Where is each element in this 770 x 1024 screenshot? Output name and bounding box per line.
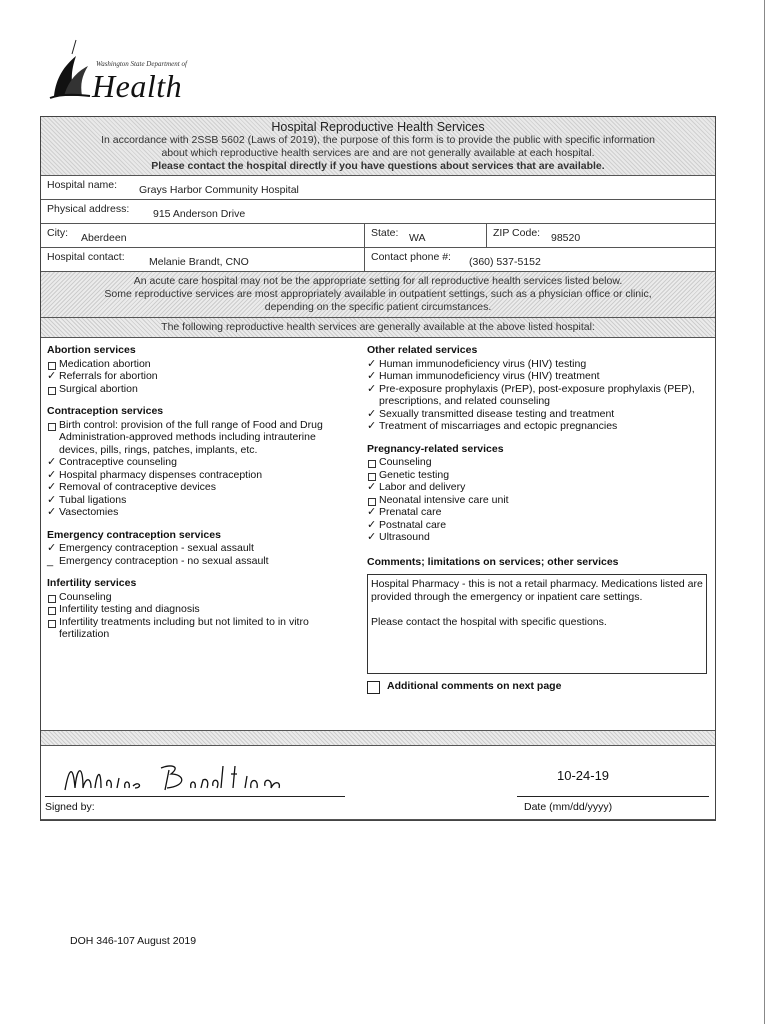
checkmark-icon[interactable]: ✓ — [47, 506, 57, 518]
city-label: City: — [47, 227, 68, 239]
checkmark-icon[interactable]: ✓ — [47, 542, 57, 554]
service-item — [47, 456, 357, 469]
abortion-services-heading: Abortion services — [47, 344, 136, 356]
service-item — [47, 419, 357, 457]
service-item — [47, 603, 357, 616]
header-line-3: Please contact the hospital directly if you have questions about services that are available. — [151, 160, 605, 172]
service-item-label: Tubal ligations — [59, 493, 127, 506]
service-item — [367, 383, 711, 408]
phone-cell — [364, 248, 715, 271]
hospital-name-label: Hospital name: — [47, 179, 118, 191]
service-item — [47, 555, 357, 568]
checkmark-icon[interactable]: ✓ — [367, 420, 377, 432]
contact-value: Melanie Brandt, CNO — [149, 256, 249, 268]
comments-box — [367, 574, 707, 674]
date-line — [517, 796, 709, 797]
service-item-label: Referrals for abortion — [59, 370, 158, 382]
state-value: WA — [409, 232, 426, 244]
checkmark-icon[interactable]: ✓ — [367, 382, 377, 395]
service-item — [47, 481, 357, 494]
service-item — [367, 456, 711, 469]
address-row — [41, 200, 715, 224]
checkmark-icon[interactable]: ✓ — [367, 357, 377, 370]
service-item-label: Birth control: provision of the full range of Food and Drug Administration-approved methods including intrauterine devices, pills, rings, patches, implants, etc. — [59, 418, 323, 456]
header-line-2: about which reproductive health services are and are not generally available at each hospital. — [161, 147, 595, 159]
service-item-label: Emergency contraception - no sexual assault — [59, 554, 269, 567]
address-cell — [41, 200, 715, 223]
form-title: Hospital Reproductive Health Services — [271, 120, 485, 134]
service-item-label: Treatment of miscarriages and ectopic pregnancies — [379, 420, 618, 432]
date-label: Date (mm/dd/yyyy) — [524, 801, 613, 813]
notice-band — [41, 272, 715, 318]
contact-label: Hospital contact: — [47, 251, 125, 263]
contact-cell — [41, 248, 364, 271]
service-item-label: Human immunodeficiency virus (HIV) treatment — [379, 370, 600, 382]
service-item — [47, 358, 357, 371]
service-item-label: Genetic testing — [379, 468, 450, 481]
checkmark-icon[interactable]: ✓ — [367, 518, 377, 531]
notice-line-3: depending on the specific patient circumstances. — [264, 301, 492, 313]
checkmark-icon[interactable]: ✓ — [367, 481, 377, 493]
service-item-label: Surgical abortion — [59, 382, 138, 395]
service-item — [367, 420, 711, 433]
notice-line-4: The following reproductive health services are generally available at the above listed hospital: — [161, 321, 595, 333]
comments-paragraph-1: Hospital Pharmacy - this is not a retail pharmacy. Medications listed are provided through the emergency or inpatient care settings. — [371, 578, 703, 603]
reproductive-health-form — [40, 116, 716, 821]
address-label: Physical address: — [47, 203, 130, 215]
dash-icon[interactable]: _ — [47, 554, 54, 567]
infertility-services-heading: Infertility services — [47, 577, 137, 589]
service-item-label: Infertility treatments including but not limited to in vitro fertilization — [59, 615, 309, 640]
header-line-1: In accordance with 2SSB 5602 (Laws of 2019), the purpose of this form is to provide the public with specific information — [101, 134, 655, 146]
checkmark-icon[interactable]: ✓ — [367, 506, 377, 518]
service-item — [367, 519, 711, 532]
service-item-label: Postnatal care — [379, 518, 447, 531]
service-item — [367, 358, 711, 371]
service-item-label: Pre-exposure prophylaxis (PrEP), post-exposure prophylaxis (PEP), prescriptions, and related counseling — [379, 382, 695, 407]
signed-by-label: Signed by: — [45, 801, 95, 813]
service-item — [47, 591, 357, 604]
service-item — [47, 383, 357, 396]
checkmark-icon[interactable]: ✓ — [367, 407, 377, 420]
comments-paragraph-2: Please contact the hospital with specific questions. — [371, 616, 607, 628]
service-item-label: Infertility testing and diagnosis — [59, 603, 200, 615]
service-item-label: Labor and delivery — [379, 481, 466, 493]
service-item-label: Contraceptive counseling — [59, 456, 177, 468]
service-item — [47, 616, 357, 641]
zip-label: ZIP Code: — [493, 227, 541, 239]
service-item — [367, 469, 711, 482]
checkmark-icon[interactable]: ✓ — [47, 481, 57, 493]
other-related-services-heading: Other related services — [367, 344, 478, 356]
logo-swoosh-icon — [46, 38, 96, 102]
handwritten-signature — [61, 758, 341, 798]
zip-cell — [486, 224, 715, 247]
city-cell — [41, 224, 364, 247]
service-item-label: Counseling — [59, 590, 112, 603]
contact-row — [41, 248, 715, 272]
service-item-label: Sexually transmitted disease testing and treatment — [379, 407, 615, 420]
service-item — [367, 408, 711, 421]
service-item-label: Prenatal care — [379, 506, 442, 518]
service-item-label: Hospital pharmacy dispenses contraception — [59, 468, 263, 481]
doh-logo — [44, 38, 204, 108]
date-value: 10-24-19 — [557, 768, 610, 783]
logo-wordmark: Health — [92, 68, 183, 104]
phone-value: (360) 537-5152 — [469, 256, 541, 268]
service-item-label: Emergency contraception - sexual assault — [59, 542, 254, 554]
hospital-name-value: Grays Harbor Community Hospital — [139, 184, 299, 196]
service-item — [367, 506, 711, 519]
checkmark-icon[interactable]: ✓ — [47, 456, 57, 468]
service-item-label: Ultrasound — [379, 531, 430, 543]
services-area — [41, 338, 715, 730]
checkmark-icon[interactable]: ✓ — [367, 370, 377, 382]
state-cell — [364, 224, 486, 247]
service-item-label: Removal of contraceptive devices — [59, 481, 216, 493]
service-item — [47, 370, 357, 383]
emergency-contraception-services-heading: Emergency contraception services — [47, 528, 221, 541]
service-item — [47, 506, 357, 519]
service-item — [367, 481, 711, 494]
notice-line-2: Some reproductive services are most appropriately available in outpatient settings, such as a physician office or clinic, — [104, 288, 652, 300]
zip-value: 98520 — [551, 232, 581, 244]
service-item — [367, 370, 711, 383]
hospital-name-row — [41, 176, 715, 200]
logo-dept-text: Washington State Department of — [96, 60, 187, 68]
service-item — [367, 531, 711, 544]
notice-line-1: An acute care hospital may not be the appropriate setting for all reproductive health services listed below. — [133, 275, 623, 287]
service-item — [47, 542, 357, 555]
additional-comments — [367, 680, 711, 693]
form-header — [41, 117, 715, 176]
pregnancy-related-services-heading: Pregnancy-related services — [367, 442, 504, 455]
right-services-list — [367, 344, 711, 544]
checkmark-icon[interactable]: ✓ — [47, 468, 57, 481]
checkmark-icon[interactable]: ✓ — [47, 493, 57, 506]
service-item — [47, 494, 357, 507]
comments-heading: Comments; limitations on services; other services — [367, 555, 619, 568]
additional-comments-label: Additional comments on next page — [387, 680, 562, 692]
additional-comments-checkbox[interactable] — [367, 681, 380, 694]
checkmark-icon[interactable]: ✓ — [367, 531, 377, 543]
address-value: 915 Anderson Drive — [153, 208, 246, 220]
signature-area — [41, 746, 715, 820]
contraception-services-heading: Contraception services — [47, 405, 164, 417]
service-item-label: Counseling — [379, 456, 432, 468]
left-services-column — [47, 344, 357, 641]
city-value: Aberdeen — [81, 232, 127, 244]
service-item — [367, 494, 711, 507]
service-item — [47, 469, 357, 482]
service-item-label: Medication abortion — [59, 357, 151, 370]
service-item-label: Neonatal intensive care unit — [379, 493, 509, 506]
service-item-label: Human immunodeficiency virus (HIV) testing — [379, 357, 587, 370]
phone-label: Contact phone #: — [371, 251, 451, 263]
form-footer: DOH 346-107 August 2019 — [70, 935, 197, 947]
hospital-name-cell — [41, 176, 715, 199]
page-edge — [764, 0, 765, 1024]
service-item-label: Vasectomies — [59, 506, 119, 518]
signature-line — [45, 796, 345, 797]
signature-band — [41, 730, 715, 746]
right-services-column — [367, 344, 711, 693]
available-band — [41, 318, 715, 338]
state-label: State: — [371, 227, 399, 239]
city-row — [41, 224, 715, 248]
checkmark-icon[interactable]: ✓ — [47, 370, 57, 382]
